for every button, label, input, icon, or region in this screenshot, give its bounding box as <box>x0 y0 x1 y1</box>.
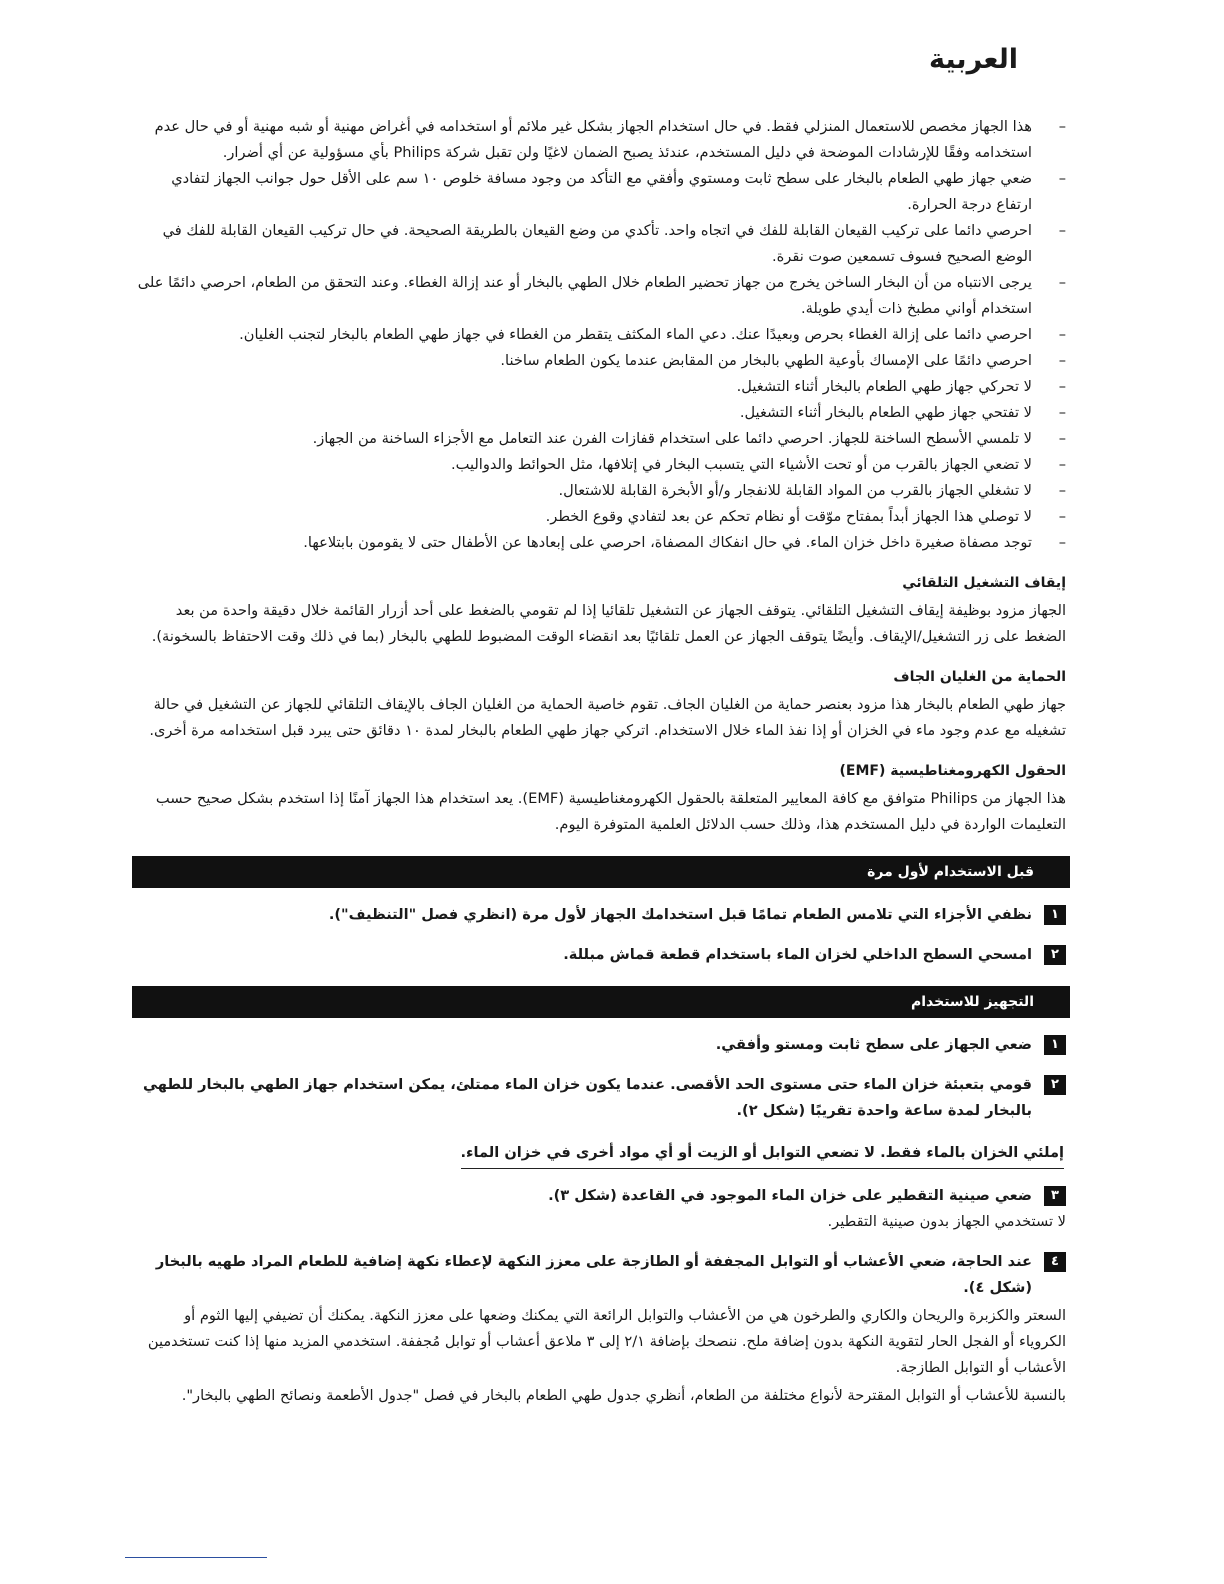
dash-icon: – <box>1058 352 1066 369</box>
step-item <box>136 1249 1066 1301</box>
list-item: – احرصي دائما على تركيب القيعان القابلة للفك في اتجاه واحد. تأكدي من وضع القيعان بالطريقة الصحيحة. في حال تركيب القيعان القابلة للفك في الوضع الصحيح فسوف تسمعين صوت نقرة. <box>136 218 1066 270</box>
list-item: – هذا الجهاز مخصص للاستعمال المنزلي فقط. في حال استخدام الجهاز بشكل غير ملائم أو استخدامه في أغراض مهنية أو شبه مهنية أو في حال عدم استخدامه وفقًا للإرشادات الموضحة في دليل المستخدم، عندئذ يصبح الضمان لاغيًا ولن تقبل شركة Philips بأي مسؤولية عن أي أضرار. <box>136 114 1066 166</box>
step-paragraph: بالنسبة للأعشاب أو التوابل المقترحة لأنواع مختلفة من الطعام، أنظري جدول طهي الطعام بالبخار في فصل "جدول الأطعمة ونصائح الطهي بالبخار". <box>181 1387 1066 1404</box>
footnote-rule <box>125 1557 267 1558</box>
step-item <box>136 942 1066 968</box>
dash-icon: – <box>1058 274 1066 291</box>
step-item <box>136 1183 1066 1209</box>
dash-icon: – <box>1058 508 1066 525</box>
step-text: نظفي الأجزاء التي تلامس الطعام تمامًا قبل استخدامك الجهاز لأول مرة (انظري فصل "التنظيف"). <box>328 906 1032 923</box>
section-bar-before-first-use: قبل الاستخدام لأول مرة <box>132 856 1070 888</box>
step-number: ٣ <box>1044 1186 1066 1206</box>
step-text: عند الحاجة، ضعي الأعشاب أو التوابل المجففة أو الطازجة على معزز النكهة لإعطاء نكهة إضافية للطعام المراد طهيه بالبخار (شكل ٤). <box>155 1253 1032 1296</box>
dash-icon: – <box>1058 534 1066 551</box>
step-number: ١ <box>1044 905 1066 925</box>
step-text: ضعي الجهاز على سطح ثابت ومستو وأفقي. <box>715 1036 1032 1053</box>
step-number: ١ <box>1044 1035 1066 1055</box>
dash-icon: – <box>1058 222 1066 239</box>
list-item: – توجد مصفاة صغيرة داخل خزان الماء. في حال انفكاك المصفاة، احرصي على إبعادها عن الأطفال حتى لا يقومون بابتلاعها. <box>136 530 1066 556</box>
list-item: – لا تحركي جهاز طهي الطعام بالبخار أثناء التشغيل. <box>136 374 1066 400</box>
emf-heading: الحقول الكهرومغناطيسية (EMF) <box>839 763 1066 779</box>
auto-off-heading: إيقاف التشغيل التلقائي <box>902 575 1066 591</box>
list-item: – لا تلمسي الأسطح الساخنة للجهاز. احرصي دائما على استخدام قفازات الفرن عند التعامل مع الأجزاء الساخنة من الجهاز. <box>136 426 1066 452</box>
step-paragraph: السعتر والكزبرة والريحان والكاري والطرخون هي من الأعشاب والتوابل الرائعة التي يمكنك وضعها على معزز النكهة. يمكنك أن تضيفي إليها الثوم أو الكروياء أو الفجل الحار لتقوية النكهة بدون إضافة ملح. ننصحك بإضافة ٢/١ إلى ٣ ملاعق أعشاب أو توابل مُجففة. استخدمي المزيد منها إذا كنت تستخدمين الأعشاب أو التوابل الطازجة. <box>147 1307 1066 1376</box>
note-text: إملئي الخزان بالماء فقط. لا تضعي التوابل أو الزيت أو أي مواد أخرى في خزان الماء. <box>461 1140 1064 1169</box>
dry-boil-text: جهاز طهي الطعام بالبخار هذا مزود بعنصر حماية من الغليان الجاف. تقوم خاصية الحماية من الغليان الجاف بالإيقاف التلقائي للجهاز عن التشغيل في حالة تشغيله مع عدم وجود ماء في الخزان أو إذا نفذ الماء خلال الاستخدام. اتركي جهاز طهي الطعام بالبخار لمدة ١٠ دقائق حتى يبرد قبل استخدامه مرة أخرى. <box>149 696 1066 739</box>
dry-boil-heading: الحماية من الغليان الجاف <box>893 669 1066 685</box>
list-item: – لا تضعي الجهاز بالقرب من أو تحت الأشياء التي يتسبب البخار في إتلافها، مثل الحوائط والدواليب. <box>136 452 1066 478</box>
list-item: – يرجى الانتباه من أن البخار الساخن يخرج من جهاز تحضير الطعام خلال الطهي بالبخار أو عند إزالة الغطاء. وعند التحقق من الطعام، احرصي دائمًا على استخدام أواني مطبخ ذات أيدي طويلة. <box>136 270 1066 322</box>
dash-icon: – <box>1058 482 1066 499</box>
dash-icon: – <box>1058 430 1066 447</box>
list-item: – احرصي دائما على إزالة الغطاء بحرص وبعيدًا عنك. دعي الماء المكثف يتقطر من الغطاء في جهاز طهي الطعام بالبخار لتجنب الغليان. <box>136 322 1066 348</box>
page-title: العربية <box>929 44 1018 75</box>
dash-icon: – <box>1058 456 1066 473</box>
step-item <box>136 1072 1066 1124</box>
step-number: ٤ <box>1044 1252 1066 1272</box>
safety-list <box>136 114 1066 556</box>
dash-icon: – <box>1058 118 1066 135</box>
list-item: – لا توصلي هذا الجهاز أبداً بمفتاح موّقت أو نظام تحكم عن بعد لتفادي وقوع الخطر. <box>136 504 1066 530</box>
emf-text: هذا الجهاز من Philips متوافق مع كافة المعايير المتعلقة بالحقول الكهرومغناطيسية (EMF). يعد استخدام هذا الجهاز آمنًا إذا استخدم بشكل صحيح حسب التعليمات الواردة في دليل المستخدم هذا، وذلك حسب الدلائل العلمية المتوفرة اليوم. <box>155 790 1066 833</box>
step-item <box>136 1032 1066 1058</box>
list-item: – احرصي دائمًا على الإمساك بأوعية الطهي بالبخار من المقابض عندما يكون الطعام ساخنا. <box>136 348 1066 374</box>
dash-icon: – <box>1058 326 1066 343</box>
step-number: ٢ <box>1044 1075 1066 1095</box>
step-text: ضعي صينية التقطير على خزان الماء الموجود في القاعدة (شكل ٣). <box>548 1187 1032 1204</box>
step-text: امسحي السطح الداخلي لخزان الماء باستخدام قطعة قماش مبللة. <box>563 946 1032 963</box>
auto-off-text: الجهاز مزود بوظيفة إيقاف التشغيل التلقائي. يتوقف الجهاز عن التشغيل تلقائيا إذا لم تقومي بالضغط على أحد أزرار القائمة خلال دقيقة واحدة من بعد الضغط على زر التشغيل/الإيقاف. وأيضًا يتوقف الجهاز عن العمل تلقائيًا بعد انقضاء الوقت المضبوط للطهي بالبخار (بما في ذلك وقت الاحتفاظ بالسخونة). <box>151 602 1066 645</box>
step-number: ٢ <box>1044 945 1066 965</box>
step-item <box>136 902 1066 928</box>
list-item: – لا تشغلي الجهاز بالقرب من المواد القابلة للانفجار و/أو الأبخرة القابلة للاشتعال. <box>136 478 1066 504</box>
list-item: – لا تفتحي جهاز طهي الطعام بالبخار أثناء التشغيل. <box>136 400 1066 426</box>
section-bar-preparing: التجهيز للاستخدام <box>132 986 1070 1018</box>
dash-icon: – <box>1058 170 1066 187</box>
dash-icon: – <box>1058 378 1066 395</box>
step-subtext: لا تستخدمي الجهاز بدون صينية التقطير. <box>827 1213 1066 1230</box>
step-text: قومي بتعبئة خزان الماء حتى مستوى الحد الأقصى. عندما يكون خزان الماء ممتلئ، يمكن استخدام جهاز الطهي بالبخار للطهي بالبخار لمدة ساعة واحدة تقريبًا (شكل ٢). <box>143 1076 1032 1119</box>
document-body <box>136 114 1066 1409</box>
list-item: – ضعي جهاز طهي الطعام بالبخار على سطح ثابت ومستوي وأفقي مع التأكد من وجود مسافة خلوص ١٠ سم على الأقل حول جوانب الجهاز لتفادي ارتفاع درجة الحرارة. <box>136 166 1066 218</box>
dash-icon: – <box>1058 404 1066 421</box>
